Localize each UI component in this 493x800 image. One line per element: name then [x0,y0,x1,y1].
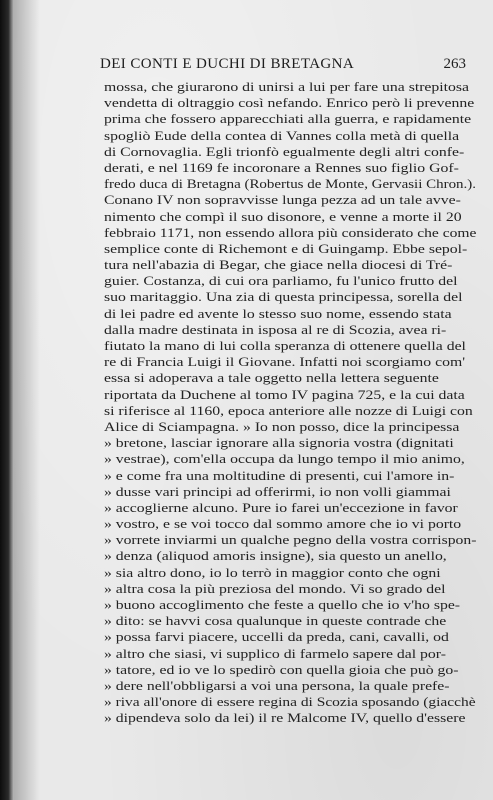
text-line: spogliò Eude della contea di Vannes colla metà di quella [104,128,460,143]
text-line: nimento che compì il suo disonore, e venne a morte il 20 [104,209,462,224]
text-line: suo maritaggio. Una zia di questa principessa, sorella del [104,290,463,305]
text-line: essa si adoperava a tale oggetto nella lettera seguente [104,371,439,386]
text-line: » e come fra una moltitudine di presenti, cui l'amore in- [104,468,455,483]
text-line: Conano IV non sopravvisse lunga pezza ad un tale avve- [104,193,461,208]
page-number: 263 [443,56,466,72]
text-line: » bretone, lasciar ignorare alla signoria vostra (dignitati [104,436,454,451]
text-line: » buono accoglimento che feste a quello che io v'ho spe- [104,598,461,612]
text-line: » dusse vari principi ad offerirmi, io non volli giammai [104,484,451,499]
text-line: » tatore, ed io ve lo spedirò con quella gioia che può go- [104,662,459,677]
text-line: prima che fossero apparecchiati alla guerra, e rapidamente [104,112,472,127]
text-line: mossa, che giurarono di unirsi a lui per fare una strepitosa [104,80,470,94]
text-line: » accoglierne alcuno. Pure io farei un'eccezione in favor [104,500,458,515]
text-line: » vorrete inviarmi un qualche pegno della vostra corrispon- [104,533,477,548]
text-line: tura nell'abazia di Begar, che giace nella diocesi di Tré- [104,258,453,273]
text-line: si riferisce al 1160, epoca anteriore alle nozze di Luigi con [104,403,473,418]
text-line: » altra cosa la più preziosa del mondo. Vi so grado del [104,581,446,596]
text-line: Alice di Sciampagna. » Io non posso, dice la principessa [104,419,460,434]
text-line: fiutato la mano di lui colla speranza di ottenere quella del [104,339,466,353]
text-line: » vostro, e se voi tocco dal sommo amore che io vi porto [104,517,462,532]
text-line: re di Francia Luigi il Giovane. Infatti noi scorgiamo com' [104,355,466,370]
scan-dark-edge [0,0,14,800]
running-head: DEI CONTI E DUCHI DI BRETAGNA [100,56,355,72]
text-line: vendetta di oltraggio così nefando. Enrico però li prevenne [104,96,475,111]
text-line: di Cornovaglia. Egli trionfò egualmente degli altri confe- [104,144,465,159]
text-line: di lei padre ed avente lo stesso suo nome, essendo stata [104,306,452,321]
text-line: » vestrae), com'ella occupa da lungo tempo il mio animo, [104,452,465,467]
text-line: riportata da Duchene al tomo IV pagina 725, e la cui data [104,387,465,402]
body-text [104,79,476,727]
text-line: semplice conte di Richemont e di Guingamp. Ebbe sepol- [104,241,468,256]
text-line: fredo duca di Bretagna (Robertus de Monte, Gervasii Chron.). [104,177,477,192]
text-line: » riva all'onore di essere regina di Scozia sposando (giacchè [104,695,476,710]
text-line: » possa farvi piacere, uccelli da preda, cani, cavalli, od [104,630,449,645]
text-line: » denza (aliquod amoris insigne), sia questo un anello, [104,549,447,564]
text-line: febbraio 1171, non essendo allora più considerato che come [104,225,477,240]
text-line: » sia altro dono, io lo terrò in maggior conto che ogni [104,565,441,580]
text-line: derati, e nel 1169 fe incoronare a Rennes suo figlio Gof- [104,160,459,175]
text-line: » dito: se havvi cosa qualunque in queste contrade che [104,614,447,629]
text-line: » dere nell'obbligarsi a voi una persona, la quale prefe- [104,678,450,693]
text-line: » dipendeva solo da lei) il re Malcome IV, quello d'essere [104,711,466,726]
text-line: dalla madre destinata in isposa al re di Scozia, avea ri- [104,322,447,337]
text-line: » altro che siasi, vi supplico di farmelo sapere dal por- [104,646,446,661]
page-header [100,56,466,76]
gutter-shadow [14,0,40,800]
text-line: guier. Costanza, di cui ora parliamo, fu l'unico frutto del [104,274,458,289]
